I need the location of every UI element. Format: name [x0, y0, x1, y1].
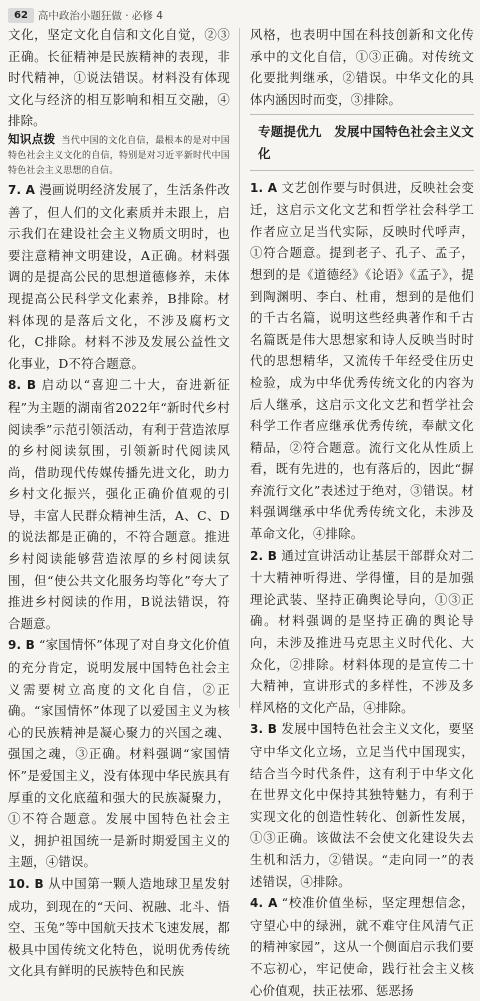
column-divider: [239, 28, 240, 708]
answer-letter: B: [267, 548, 278, 563]
answer-letter: B: [267, 722, 278, 737]
question-number: 7.: [8, 182, 22, 197]
answer-explanation: 启动以“喜迎二十大，奋进新征程”为主题的湖南省2022年“新时代乡村阅读季”示范引领活动，有利于营造浓厚的乡村阅读氛围，引领新时代阅读风尚，借助现代传媒传播先进文化，助力乡村文化振兴，强化正确价值观的引导，丰富人民群众精神生活，A、C、D的说法都是正确的，不符合题意。推进乡村阅读能够营造浓厚的乡村阅读氛围，但“使公共文化服务均等化”夸大了推进乡村阅读的作用，B说法错误，符合题意。: [8, 377, 231, 631]
page-number: 62: [8, 8, 34, 23]
knowledge-tip-text: 当代中国的文化自信，最根本的是对中国特色社会主义文化的自信，特别是对习近平新时代中国特色社会主义思想的自信。: [8, 135, 230, 176]
answer-explanation: 发展中国特色社会主义文化，要坚守中华文化立场，立足当代中国现实，结合当今时代条件，这有利于中华文化在世界文化中保持其独特魅力，有利于实现文化的创造性转化、创新性发展，①③正确。该做法不会使文化建设失去生机和活力，②错误。“走向同一”的表述错误，④排除。: [250, 721, 475, 889]
continued-answer-10: 风格，也表明中国在科技创新和文化传承中的文化自信，①③正确。对传统文化要批判继承，②错误。中华文化的具体内涵因时而变，③排除。: [250, 27, 474, 107]
question-number: 9.: [8, 638, 22, 653]
answer-letter: B: [34, 876, 44, 891]
answer-explanation: 文艺创作要与时俱进，反映社会变迁，这启示文化文艺和哲学社会科学工作者应立足当代实际，反映时代呼声，①符合题意。提到老子、孔子、孟子，想到的是《道德经》《论语》《孟子》，提到陶渊明、李白、杜甫，想到的是他们的千古名篇，说明这些经典著作和千古名篇既是伟大思想家和诗人反映当时时代的思想精华，又流传千年经受住历史检验，成为中华优秀传统文化的内容为后人继承，这启示文化文艺和哲学社会科学工作者应继承优秀传统，奉献文化精品，②符合题意。流行文化从性质上看，既有先进的，也有落后的，因此“摒弃流行文化”表述过于绝对，③错误。材料强调继承中华优秀传统文化，未涉及革命文化，④排除。: [250, 179, 475, 542]
answer-letter: B: [25, 638, 35, 653]
answer-explanation: 漫画说明经济发展了，生活条件改善了，但人们的文化素质并未跟上，启示我们在建设社会主义物质文明时，也要注意精神文明建设，A正确。材料强调的是提高公民的思想道德修养，未体现提高公民科学文化素养，B排除。材料体现的是落后文化，不涉及腐朽文化，C排除。材料不涉及发展公益性文化事业，D不符合题意。: [8, 181, 231, 371]
answer-letter: A: [267, 180, 278, 195]
answer-letter: A: [25, 182, 36, 197]
left-column: [8, 24, 230, 982]
answer-item-1: [250, 177, 474, 545]
knowledge-tip-label: 知识点拨: [8, 131, 56, 146]
continued-answer: 文化，坚定文化自信和文化自觉，②③正确。长征精神是民族精神的表现，非时代精神，①说法错误。材料没有体现文化与经济的相互影响和相互交融，④排除。: [8, 27, 230, 129]
page-header: [8, 6, 163, 24]
section-title: 专题提优九 发展中国特色社会主义文化: [250, 114, 474, 170]
answer-letter: B: [26, 378, 37, 393]
answer-explanation: “校准价值坐标，坚定理想信念，守望心中的绿洲，就不难守住风清气正的精神家园”，这从一个侧面启示我们要不忘初心，牢记使命，践行社会主义核心价值观，扶正祛邪、惩恶扬: [250, 895, 474, 998]
answer-item-3: [250, 718, 474, 892]
question-number: 10.: [8, 876, 30, 891]
answer-item-2: [250, 545, 474, 719]
answer-explanation: 通过宣讲活动让基层干部群众对二十大精神听得进、学得懂，目的是加强理论武装、坚持正确舆论导向，①③正确。材料强调的是坚持正确的舆论导向，未涉及推进马克思主义时代化、大众化，②排除。材料体现的是宣传二十大精神，宣讲形式的多样性，不涉及多样风格的文化产品，④排除。: [250, 547, 475, 715]
answer-explanation: “家国情怀”体现了对自身文化价值的充分肯定，说明发展中国特色社会主义需要树立高度的文化自信，②正确。“家国情怀”体现了以爱国主义为核心的民族精神是凝心聚力的兴国之魂、强国之魂，③正确。材料强调“家国情怀”是爱国主义，没有体现中华民族具有厚重的文化底蕴和强大的民族凝聚力，①不符合题意。发展中国特色社会主义，拥护祖国统一是新时期爱国主义的主题，④错误。: [8, 637, 231, 870]
answer-explanation: 从中国第一颗人造地球卫星发射成功，到现在的“天问、祝融、北斗、悟空、玉兔”等中国航天技术飞速发展，都极具中国传统文化特色，说明优秀传统文化具有鲜明的民族特色和民族: [8, 875, 231, 979]
answer-item-7: [8, 179, 230, 374]
book-title: 高中政治小题狂做 · 必修 4: [37, 9, 163, 22]
answer-item-10: [8, 873, 230, 982]
question-number: 3.: [250, 722, 264, 737]
question-number: 4.: [250, 896, 264, 911]
right-column: [250, 24, 474, 1001]
knowledge-tip: [8, 132, 230, 179]
question-number: 1.: [250, 180, 264, 195]
answer-letter: A: [268, 896, 278, 911]
answer-item-8: [8, 374, 230, 634]
answer-item-4: [250, 892, 474, 1001]
question-number: 8.: [8, 378, 22, 393]
answer-item-9: [8, 634, 230, 873]
question-number: 2.: [250, 548, 264, 563]
